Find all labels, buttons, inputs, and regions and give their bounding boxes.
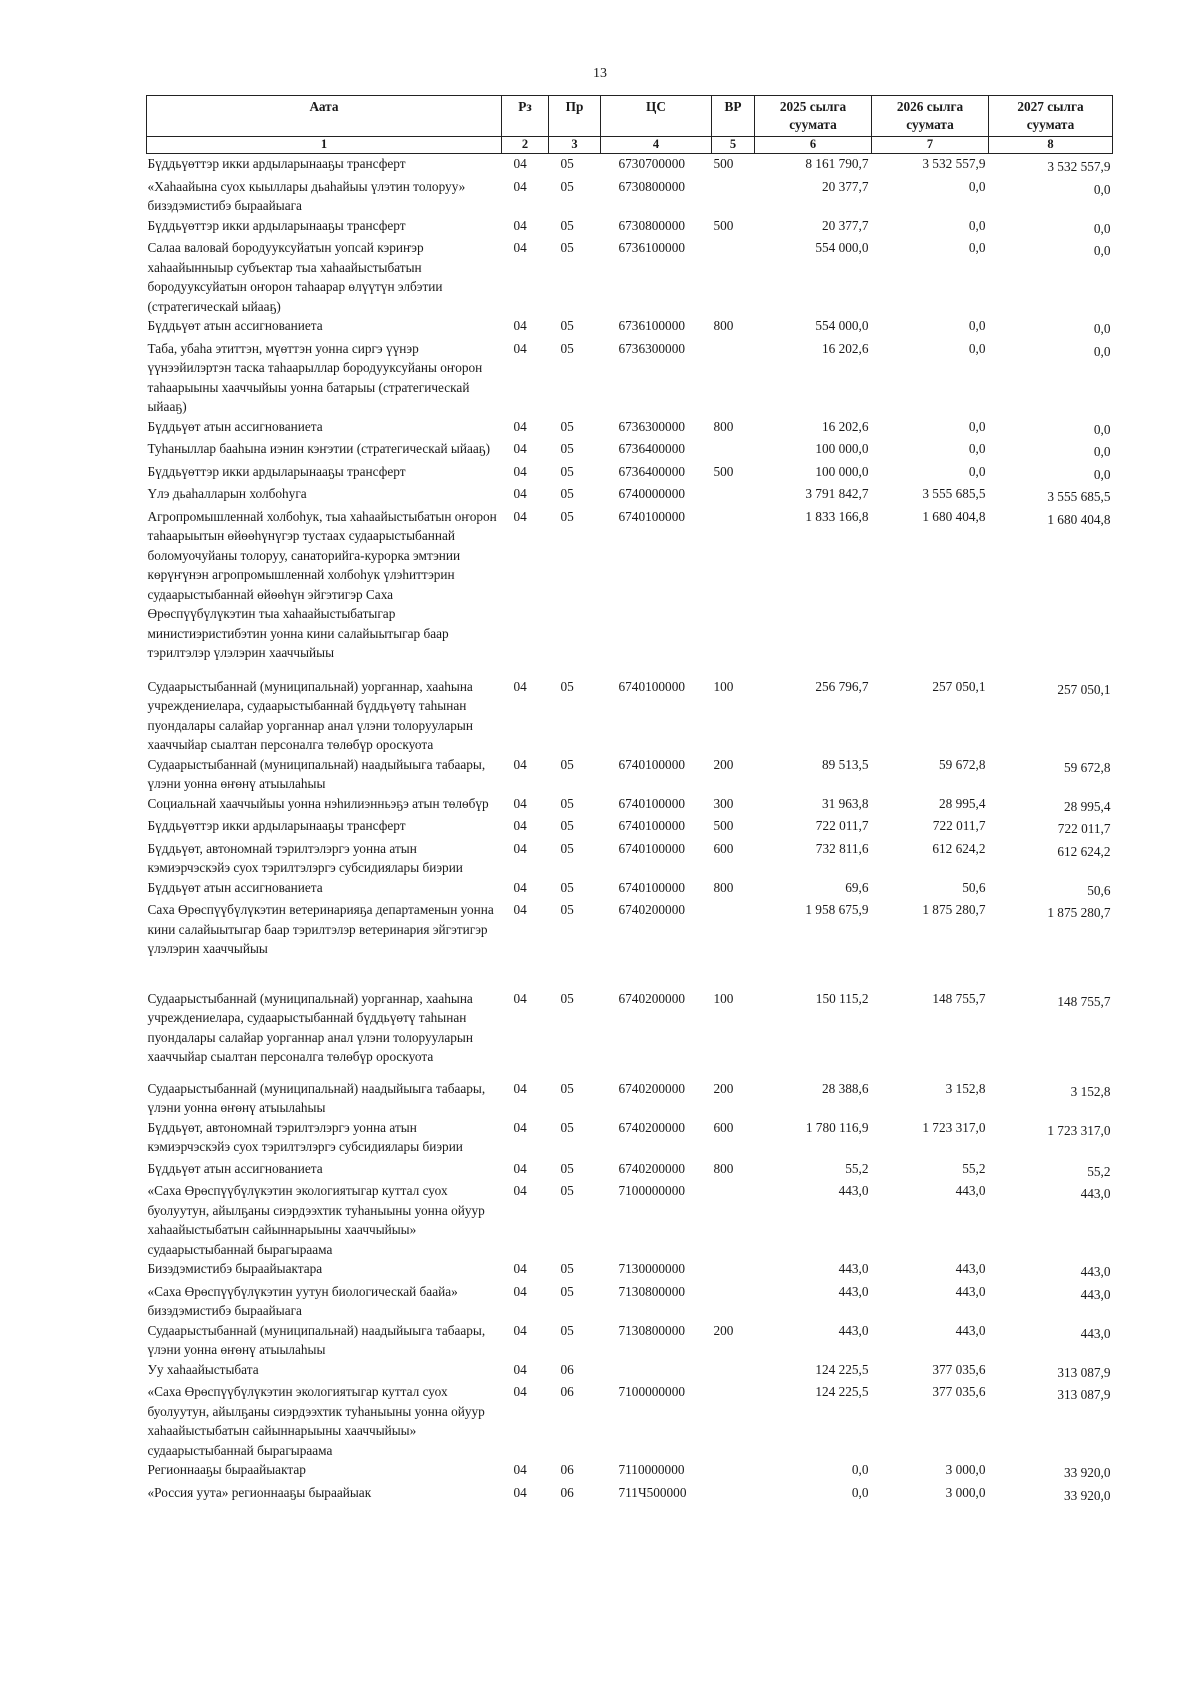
column-number: 4	[601, 137, 712, 154]
row-rz: 04	[513, 156, 527, 171]
table-row	[147, 1181, 1113, 1259]
row-amount-2025: 732 811,6	[815, 840, 869, 856]
row-name: «Саха Өрөспүүбүлүкэтин уутун биологическай баайа» бизэдэмистибэ быраайыага	[147, 1283, 458, 1318]
row-amount-2026: 257 050,1	[932, 678, 986, 694]
row-name: Социальнай хааччыйыы уонна нэһилиэнньэҕэ атын төлөбүр	[147, 795, 489, 811]
row-pr: 05	[560, 508, 574, 524]
row-amount-2027: 443,0	[1080, 1264, 1111, 1279]
row-name: Судаарыстыбаннай (муниципальнай) наадыйыыга табаары, үлэни уонна өҥөнү атыылаһыы	[147, 1080, 486, 1115]
row-vr	[712, 1382, 755, 1460]
row-vr: 800	[713, 318, 734, 333]
row-rz: 04	[513, 1283, 527, 1299]
row-pr: 05	[560, 879, 574, 895]
row-pr: 06	[560, 1384, 574, 1399]
row-vr	[712, 900, 755, 989]
row-pr: 05	[560, 795, 574, 811]
table-row	[147, 417, 1113, 440]
row-vr	[712, 1483, 755, 1506]
row-cs: 7110000000	[618, 1462, 685, 1477]
row-name: «Россия уута» регионнааҕы быраайыак	[147, 1484, 372, 1500]
row-amount-2026: 443,0	[955, 1261, 986, 1276]
header-2027: 2027 сылга суумата	[989, 96, 1113, 137]
row-name: Судаарыстыбаннай (муниципальнай) наадыйыыга табаары, үлэни уонна өҥөнү атыылаһыы	[147, 756, 486, 791]
row-amount-2026: 0,0	[968, 418, 986, 434]
row-amount-2025: 0,0	[851, 1484, 869, 1500]
row-name: «Саха Өрөспүүбүлүкэтин экологиятыгар куттал суох буолуутун, айылҕаны сиэрдээхтик туһаныыны уонна ойуур хаһаайыстыбатын сайыннарыыны хааччыйыы» судаарыстыбаннай бырагыраама	[147, 1384, 485, 1458]
row-name: Үлэ дьаһалларын холбоһуга	[147, 486, 307, 501]
row-amount-2025: 100 000,0	[815, 463, 869, 479]
row-amount-2026: 443,0	[955, 1322, 986, 1338]
row-vr: 500	[713, 818, 734, 833]
row-vr: 500	[713, 463, 734, 479]
row-pr: 05	[560, 990, 574, 1006]
row-rz: 04	[513, 879, 527, 895]
budget-table	[146, 95, 1113, 1505]
row-pr: 05	[560, 217, 574, 233]
row-vr	[712, 1181, 755, 1259]
row-amount-2025: 69,6	[845, 879, 869, 895]
row-cs: 6736400000	[618, 463, 685, 479]
row-cs: 7100000000	[618, 1384, 685, 1399]
row-amount-2027: 59 672,8	[1063, 759, 1111, 775]
row-cs: 6736100000	[618, 240, 685, 255]
row-cs: 6736300000	[618, 418, 685, 434]
row-cs: 6730800000	[618, 217, 685, 233]
row-vr: 600	[713, 1119, 734, 1135]
row-amount-2025: 1 780 116,9	[805, 1119, 869, 1135]
row-amount-2026: 377 035,6	[932, 1361, 986, 1377]
row-amount-2026: 1 875 280,7	[922, 902, 986, 917]
row-cs: 7130800000	[618, 1283, 685, 1299]
row-name: Регионнааҕы быраайыактар	[147, 1462, 306, 1477]
row-amount-2026: 377 035,6	[932, 1384, 986, 1399]
table-row	[147, 507, 1113, 677]
row-rz: 04	[513, 990, 527, 1006]
table-row	[147, 154, 1113, 177]
row-amount-2027: 0,0	[1093, 220, 1111, 236]
row-pr: 05	[560, 756, 574, 772]
table-row	[147, 878, 1113, 901]
row-rz: 04	[513, 1160, 527, 1176]
row-amount-2026: 59 672,8	[938, 756, 986, 772]
row-cs: 6740100000	[618, 795, 685, 811]
table-header	[147, 96, 1113, 154]
row-name: Бүддьүөт, автономнай тэрилтэлэргэ уонна атын кэмиэрчэскэйэ суох тэрилтэлэргэ субсидиялары биэрии	[147, 1119, 463, 1154]
header-cs: ЦС	[601, 96, 712, 137]
row-vr	[712, 439, 755, 462]
row-amount-2026: 443,0	[955, 1283, 986, 1299]
row-name: Бүддьүөттэр икки ардыларынааҕы трансферт	[147, 156, 406, 171]
row-amount-2025: 1 833 166,8	[805, 508, 869, 524]
row-amount-2027: 33 920,0	[1063, 1465, 1111, 1480]
row-rz: 04	[513, 1361, 527, 1377]
row-name: Бүддьүөттэр икки ардыларынааҕы трансферт	[147, 818, 406, 833]
row-pr: 05	[560, 463, 574, 479]
row-vr: 600	[713, 840, 734, 856]
row-cs: 6740200000	[618, 990, 685, 1006]
row-rz: 04	[513, 840, 527, 856]
table-row	[147, 238, 1113, 316]
row-rz: 04	[513, 1183, 527, 1198]
row-name: Уу хаһаайыстыбата	[147, 1361, 259, 1377]
row-amount-2026: 3 000,0	[945, 1462, 986, 1477]
row-vr	[712, 1259, 755, 1282]
row-amount-2025: 8 161 790,7	[805, 156, 869, 171]
row-vr: 500	[713, 156, 734, 171]
row-rz: 04	[513, 463, 527, 479]
header-pr: Пр	[549, 96, 601, 137]
row-pr: 05	[560, 418, 574, 434]
row-cs: 6736100000	[618, 318, 685, 333]
row-pr: 05	[560, 1080, 574, 1096]
row-amount-2025: 256 796,7	[815, 678, 869, 694]
row-pr: 06	[560, 1361, 574, 1377]
row-cs: 6740100000	[618, 840, 685, 856]
table-row	[147, 484, 1113, 507]
row-pr: 05	[560, 840, 574, 856]
row-amount-2026: 28 995,4	[938, 795, 986, 811]
row-vr	[712, 238, 755, 316]
row-amount-2027: 313 087,9	[1057, 1364, 1111, 1380]
row-amount-2025: 443,0	[838, 1261, 869, 1276]
row-vr: 200	[713, 1322, 734, 1338]
row-name: Судаарыстыбаннай (муниципальнай) уорганнар, хааһына учреждениелара, судаарыстыбаннай бүддьүөтү таһынан пуондалары салайар уорганнар анал үлэни толорууларын хааччыйар сыалтан персоналга төлөбүр ороскуота	[147, 990, 473, 1064]
row-amount-2027: 257 050,1	[1057, 681, 1111, 697]
row-amount-2027: 443,0	[1080, 1286, 1111, 1302]
row-pr: 05	[560, 240, 574, 255]
row-cs: 6740100000	[618, 756, 685, 772]
row-amount-2025: 3 791 842,7	[805, 486, 869, 501]
row-pr: 05	[560, 1160, 574, 1176]
row-cs: 6740200000	[618, 1119, 685, 1135]
row-cs: 6740200000	[618, 1160, 685, 1176]
row-amount-2026: 0,0	[968, 340, 986, 356]
row-amount-2026: 443,0	[955, 1183, 986, 1198]
row-amount-2027: 722 011,7	[1057, 821, 1111, 836]
row-pr: 05	[560, 1119, 574, 1135]
row-pr: 05	[560, 1322, 574, 1338]
row-amount-2025: 16 202,6	[821, 340, 869, 356]
row-name: Агропромышленнай холбоһук, тыа хаһаайыстыбатын оҥорон таһаарыытын өйөөһүнүгэр тустаах судаарыстыбаннай боломуочуйаны толоруу, санаторийга-курорка эмтэнии көрүҥүнэн агропромышленнай холбоһук үлэһиттэрин судаарыстыбаннай өйөөһүн эйгэтигэр Саха Өрөспүүбүлүкэтин тыа хаһаайыстыбатыгар министиэристибэтин уонна кини салайыытыгар баар тэрилтэлэр үлэлэрин хааччыйыы	[147, 508, 497, 660]
row-vr: 800	[713, 418, 734, 434]
row-amount-2027: 28 995,4	[1063, 798, 1111, 814]
row-cs: 6740000000	[618, 486, 685, 501]
column-number-row	[147, 137, 1113, 154]
row-vr	[712, 484, 755, 507]
row-amount-2027: 3 152,8	[1070, 1083, 1111, 1099]
row-rz: 04	[513, 418, 527, 434]
row-amount-2025: 100 000,0	[815, 441, 869, 456]
row-amount-2026: 0,0	[968, 178, 986, 194]
table-row	[147, 794, 1113, 817]
row-amount-2027: 443,0	[1080, 1186, 1111, 1201]
row-rz: 04	[513, 318, 527, 333]
row-cs: 6736300000	[618, 340, 685, 356]
row-amount-2027: 0,0	[1093, 421, 1111, 437]
row-amount-2027: 0,0	[1093, 444, 1111, 459]
column-number: 6	[755, 137, 872, 154]
table-row	[147, 1259, 1113, 1282]
row-name: Туһаныллар бааһына иэнин кэҥэтии (стратегическай ыйааҕ)	[147, 441, 491, 456]
row-pr: 05	[560, 340, 574, 356]
row-cs: 6730700000	[618, 156, 685, 171]
table-row	[147, 216, 1113, 239]
row-amount-2026: 0,0	[968, 441, 986, 456]
row-amount-2025: 20 377,7	[821, 217, 869, 233]
row-amount-2025: 0,0	[851, 1462, 869, 1477]
row-amount-2026: 0,0	[968, 318, 986, 333]
table-row	[147, 316, 1113, 339]
row-amount-2026: 0,0	[968, 217, 986, 233]
row-rz: 04	[513, 486, 527, 501]
row-pr: 06	[560, 1462, 574, 1477]
row-amount-2027: 612 624,2	[1057, 843, 1111, 859]
row-amount-2027: 3 532 557,9	[1047, 159, 1111, 174]
row-rz: 04	[513, 508, 527, 524]
row-vr: 800	[713, 1160, 734, 1176]
row-vr	[712, 1460, 755, 1483]
row-rz: 04	[513, 217, 527, 233]
row-rz: 04	[513, 1261, 527, 1276]
column-number: 3	[549, 137, 601, 154]
row-amount-2026: 55,2	[962, 1160, 986, 1176]
row-amount-2025: 443,0	[838, 1283, 869, 1299]
row-rz: 04	[513, 818, 527, 833]
table-body	[147, 154, 1113, 1506]
row-cs: 6740100000	[618, 508, 685, 524]
row-cs: 6730800000	[618, 178, 685, 194]
row-amount-2027: 0,0	[1093, 466, 1111, 482]
row-amount-2027: 55,2	[1087, 1163, 1111, 1179]
table-row	[147, 1360, 1113, 1383]
row-cs: 6736400000	[618, 441, 685, 456]
row-amount-2025: 28 388,6	[821, 1080, 869, 1096]
row-rz: 04	[513, 1080, 527, 1096]
header-row	[147, 96, 1113, 137]
row-vr: 500	[713, 217, 734, 233]
row-rz: 04	[513, 756, 527, 772]
row-name: Бүддьүөт, автономнай тэрилтэлэргэ уонна атын кэмиэрчэскэйэ суох тэрилтэлэргэ субсидиялары биэрии	[147, 840, 463, 875]
row-name: Судаарыстыбаннай (муниципальнай) наадыйыыга табаары, үлэни уонна өҥөнү атыылаһыы	[147, 1322, 486, 1357]
table-row	[147, 677, 1113, 755]
row-rz: 04	[513, 178, 527, 194]
row-pr: 05	[560, 178, 574, 194]
page-number: 13	[593, 66, 607, 81]
row-amount-2025: 55,2	[845, 1160, 869, 1176]
row-amount-2027: 0,0	[1093, 243, 1111, 258]
row-amount-2027: 33 920,0	[1063, 1487, 1111, 1503]
budget-table-container	[146, 95, 1112, 1505]
row-vr: 200	[713, 1080, 734, 1096]
row-amount-2026: 0,0	[968, 240, 986, 255]
row-cs: 6740200000	[618, 1080, 685, 1096]
row-rz: 04	[513, 340, 527, 356]
row-amount-2026: 722 011,7	[932, 818, 986, 833]
table-row	[147, 1382, 1113, 1460]
row-name: Салаа валовай бородууксуйатын уопсай кэриҥэр хаһаайынныыр субъектар тыа хаһаайыстыбатын бородууксуйатын оҥорон таһаарар өлүүтүн элбэтии (стратегическай ыйааҕ)	[147, 240, 443, 314]
header-2026: 2026 сылга суумата	[872, 96, 989, 137]
row-name: Бүддьүөттэр икки ардыларынааҕы трансферт	[147, 217, 406, 233]
table-row	[147, 439, 1113, 462]
row-amount-2026: 50,6	[962, 879, 986, 895]
row-name: Бизэдэмистибэ быраайыактара	[147, 1261, 323, 1276]
row-pr: 05	[560, 1261, 574, 1276]
column-number: 2	[502, 137, 549, 154]
table-row	[147, 1483, 1113, 1506]
row-cs: 7100000000	[618, 1183, 685, 1198]
row-vr: 800	[713, 879, 734, 895]
row-name: Таба, убаһа этиттэн, мүөттэн уонна сиргэ үүнэр үүнээйилэртэн таска таһаарыллар бородууксуйаны оҥорон таһаарыыны хааччыйыы уонна батарыы (стратегическай ыйааҕ)	[147, 340, 483, 414]
table-row	[147, 816, 1113, 839]
row-amount-2025: 124 225,5	[815, 1384, 869, 1399]
row-amount-2025: 31 963,8	[821, 795, 869, 811]
row-rz: 04	[513, 1119, 527, 1135]
row-name: Бүддьүөт атын ассигнованиета	[147, 1160, 323, 1176]
row-amount-2027: 0,0	[1093, 181, 1111, 197]
row-pr: 05	[560, 441, 574, 456]
row-cs: 7130000000	[618, 1261, 685, 1276]
row-vr	[712, 177, 755, 216]
row-amount-2025: 443,0	[838, 1322, 869, 1338]
header-vr: ВР	[712, 96, 755, 137]
row-vr: 100	[713, 678, 734, 694]
row-amount-2027: 1 723 317,0	[1047, 1122, 1111, 1138]
column-number: 1	[147, 137, 502, 154]
row-pr: 05	[560, 486, 574, 501]
column-number: 8	[989, 137, 1113, 154]
table-row	[147, 1159, 1113, 1182]
row-pr: 05	[560, 318, 574, 333]
row-amount-2025: 124 225,5	[815, 1361, 869, 1377]
row-pr: 05	[560, 902, 574, 917]
row-rz: 04	[513, 1484, 527, 1500]
row-pr: 05	[560, 1283, 574, 1299]
row-amount-2027: 1 680 404,8	[1047, 511, 1111, 527]
row-amount-2027: 50,6	[1087, 882, 1111, 898]
table-row	[147, 1118, 1113, 1159]
row-amount-2025: 16 202,6	[821, 418, 869, 434]
row-amount-2026: 612 624,2	[932, 840, 986, 856]
row-amount-2027: 148 755,7	[1057, 993, 1111, 1009]
row-amount-2025: 1 958 675,9	[805, 902, 869, 917]
row-name: «Саха Өрөспүүбүлүкэтин экологиятыгар куттал суох буолуутун, айылҕаны сиэрдээхтик туһаныыны уонна ойуур хаһаайыстыбатын сайыннарыыны хааччыйыы» судаарыстыбаннай бырагыраама	[147, 1183, 485, 1257]
table-row	[147, 1079, 1113, 1118]
row-vr	[712, 1360, 755, 1383]
table-row	[147, 839, 1113, 878]
row-amount-2026: 3 532 557,9	[922, 156, 986, 171]
row-amount-2026: 148 755,7	[932, 990, 986, 1006]
row-amount-2026: 1 723 317,0	[922, 1119, 986, 1135]
row-rz: 04	[513, 1384, 527, 1399]
column-number: 7	[872, 137, 989, 154]
row-vr: 200	[713, 756, 734, 772]
row-amount-2026: 1 680 404,8	[922, 508, 986, 524]
table-row	[147, 989, 1113, 1079]
row-cs: 6740100000	[618, 818, 685, 833]
row-vr	[712, 1282, 755, 1321]
row-rz: 04	[513, 678, 527, 694]
row-rz: 04	[513, 240, 527, 255]
row-cs: 7130800000	[618, 1322, 685, 1338]
row-amount-2026: 3 000,0	[945, 1484, 986, 1500]
row-amount-2026: 3 152,8	[945, 1080, 986, 1096]
row-amount-2025: 722 011,7	[815, 818, 869, 833]
header-rz: Рз	[502, 96, 549, 137]
header-name: Аата	[147, 96, 502, 137]
table-row	[147, 462, 1113, 485]
row-cs	[601, 1360, 712, 1383]
table-row	[147, 900, 1113, 989]
row-cs: 6740100000	[618, 879, 685, 895]
table-row	[147, 339, 1113, 417]
table-row	[147, 1282, 1113, 1321]
row-vr	[712, 339, 755, 417]
row-pr: 05	[560, 678, 574, 694]
table-row	[147, 1460, 1113, 1483]
row-name: «Хаһаайына суох кыыллары дьаһайыы үлэтин толоруу» бизэдэмистибэ быраайыага	[147, 178, 466, 213]
row-name: Бүддьүөт атын ассигнованиета	[147, 418, 323, 434]
row-name: Судаарыстыбаннай (муниципальнай) уорганнар, хааһына учреждениелара, судаарыстыбаннай бүддьүөтү таһынан пуондалары салайар уорганнар анал үлэни толорууларын хааччыйар сыалтан персоналга төлөбүр ороскуота	[147, 678, 473, 752]
row-rz: 04	[513, 1462, 527, 1477]
row-rz: 04	[513, 441, 527, 456]
row-pr: 05	[560, 156, 574, 171]
row-name: Бүддьүөт атын ассигнованиета	[147, 879, 323, 895]
row-name: Бүддьүөттэр икки ардыларынааҕы трансферт	[147, 463, 406, 479]
header-2025: 2025 сылга суумата	[755, 96, 872, 137]
row-amount-2025: 443,0	[838, 1183, 869, 1198]
row-amount-2027: 313 087,9	[1057, 1387, 1111, 1402]
row-pr: 05	[560, 1183, 574, 1198]
row-pr: 05	[560, 818, 574, 833]
row-amount-2027: 0,0	[1093, 321, 1111, 336]
row-amount-2027: 443,0	[1080, 1325, 1111, 1341]
row-rz: 04	[513, 902, 527, 917]
row-pr: 06	[560, 1484, 574, 1500]
row-amount-2027: 0,0	[1093, 343, 1111, 359]
row-amount-2025: 554 000,0	[815, 240, 869, 255]
table-row	[147, 177, 1113, 216]
row-name: Саха Өрөспүүбүлүкэтин ветеринарияҕа департаменын уонна кини салайыытыгар баар тэрилтэлэр ветеринария эйгэтигэр үлэлэрин хааччыйыы	[147, 902, 494, 956]
row-cs: 6740200000	[618, 902, 685, 917]
table-row	[147, 755, 1113, 794]
row-cs: 711Ч500000	[618, 1484, 687, 1500]
row-vr	[712, 507, 755, 677]
row-cs: 6740100000	[618, 678, 685, 694]
column-number: 5	[712, 137, 755, 154]
row-rz: 04	[513, 795, 527, 811]
row-amount-2027: 3 555 685,5	[1047, 489, 1111, 504]
row-amount-2027: 1 875 280,7	[1047, 905, 1111, 920]
row-amount-2025: 89 513,5	[821, 756, 869, 772]
row-name: Бүддьүөт атын ассигнованиета	[147, 318, 323, 333]
row-vr: 100	[713, 990, 734, 1006]
row-rz: 04	[513, 1322, 527, 1338]
row-vr: 300	[713, 795, 734, 811]
row-amount-2025: 554 000,0	[815, 318, 869, 333]
row-amount-2026: 0,0	[968, 463, 986, 479]
table-row	[147, 1321, 1113, 1360]
row-amount-2026: 3 555 685,5	[922, 486, 986, 501]
row-amount-2025: 20 377,7	[821, 178, 869, 194]
row-amount-2025: 150 115,2	[815, 990, 869, 1006]
